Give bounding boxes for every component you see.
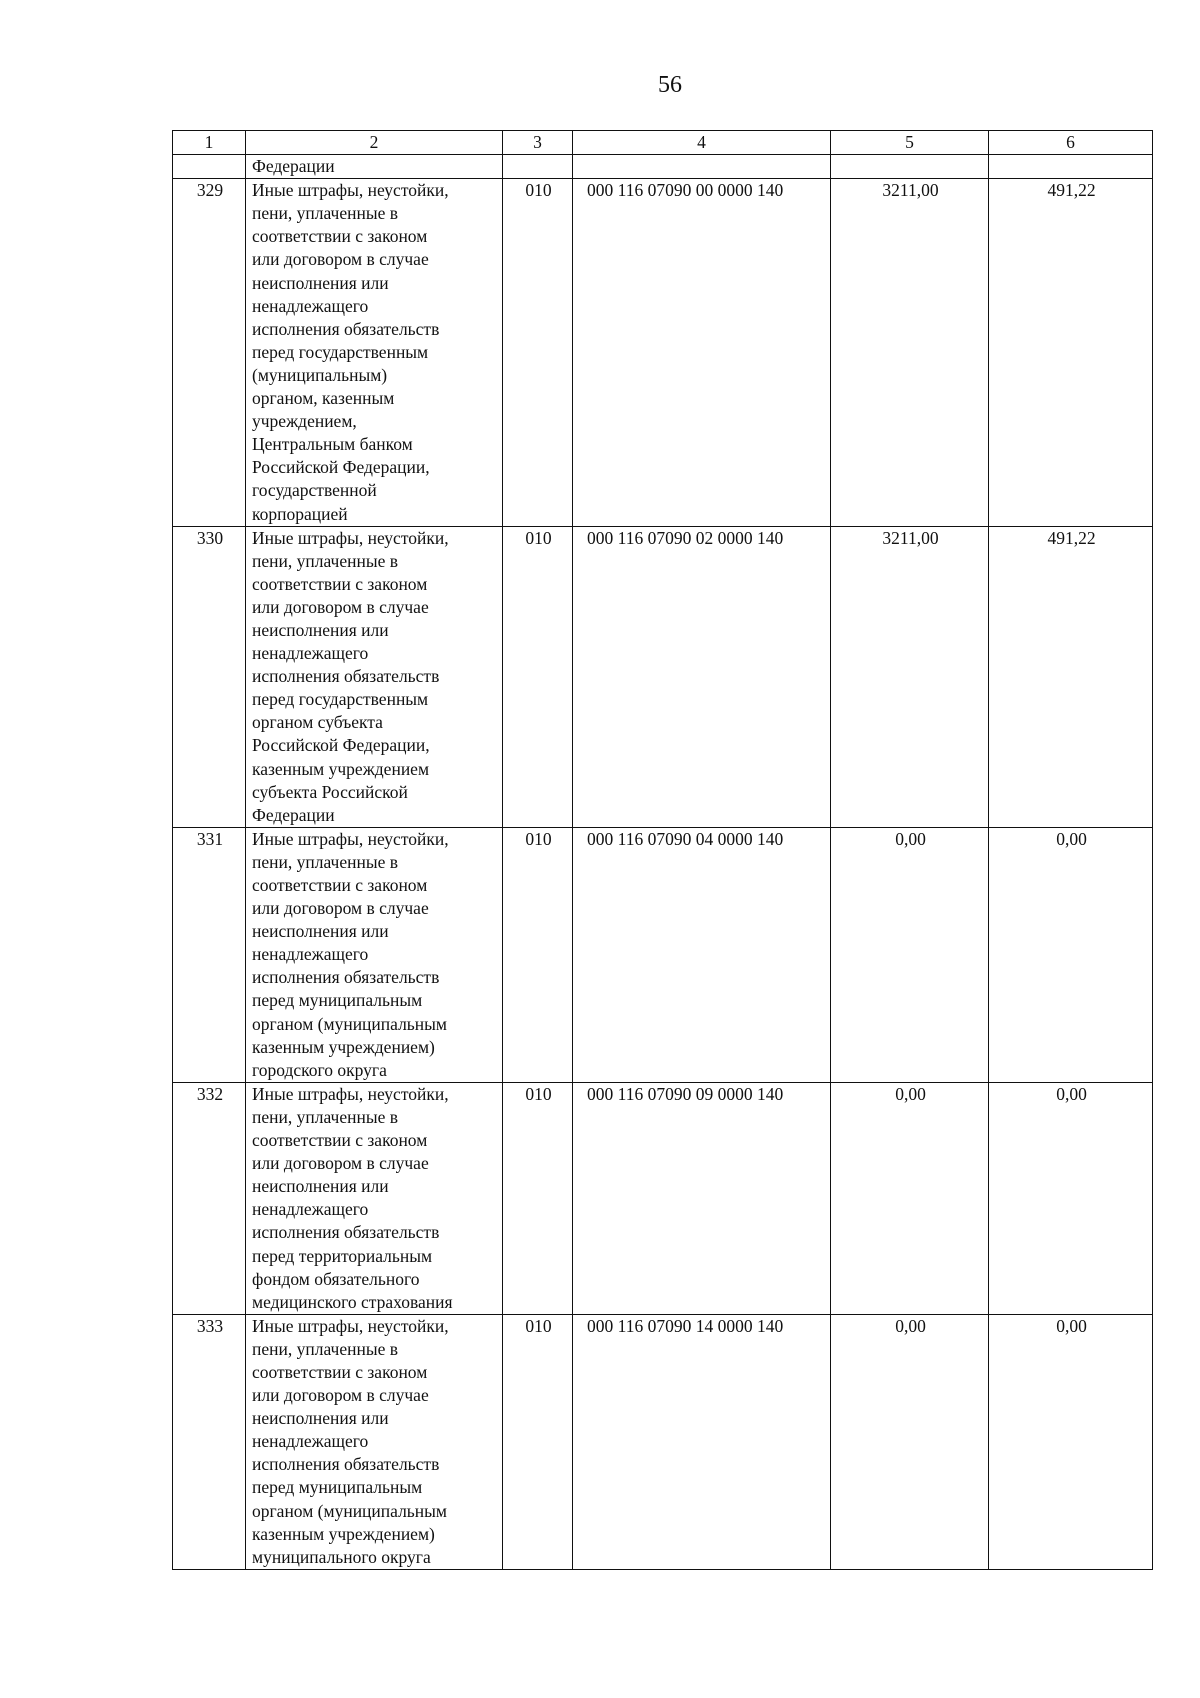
- description-line: Российской Федерации,: [252, 457, 430, 478]
- description-line: соответствии с законом: [252, 875, 428, 895]
- table-header-row: [173, 131, 1153, 155]
- code-cell: 000 116 07090 09 0000 140: [573, 1082, 831, 1314]
- description-line: корпорацией: [252, 503, 348, 524]
- description-line: соответствии с законом: [252, 1130, 428, 1151]
- table-body: [173, 131, 1153, 1570]
- column-5-cell: 0,00: [831, 827, 989, 1082]
- description-line: исполнения обязательств: [252, 1222, 440, 1243]
- description-line: исполнения обязательств: [252, 666, 440, 687]
- description-line: органом (муниципальным: [252, 1013, 447, 1034]
- description-line: городского округа: [252, 1059, 387, 1080]
- column-3-cell: 010: [503, 179, 573, 526]
- description-line: неисполнения или: [252, 1176, 389, 1197]
- row-number-cell: [173, 155, 246, 179]
- table-row: [173, 179, 1153, 526]
- description-line: исполнения обязательств: [252, 967, 440, 988]
- row-number-cell: 332: [173, 1082, 246, 1314]
- description-line: органом субъекта: [252, 712, 383, 733]
- row-number-cell: 330: [173, 526, 246, 827]
- table-row: [173, 1314, 1153, 1569]
- code-cell: 000 116 07090 04 0000 140: [573, 827, 831, 1082]
- description-line: ненадлежащего: [252, 643, 369, 664]
- header-cell-6: 6: [989, 131, 1153, 155]
- description-line: органом, казенным: [252, 388, 395, 409]
- description-line: соответствии с законом: [252, 573, 428, 594]
- description-line: Центральным банком: [252, 434, 413, 455]
- column-6-cell: [989, 155, 1153, 179]
- table-row: [173, 1082, 1153, 1314]
- description-line: Иные штрафы, неустойки,: [252, 828, 449, 849]
- column-5-cell: 0,00: [831, 1082, 989, 1314]
- description-line: неисполнения или: [252, 619, 389, 640]
- description-line: перед муниципальным: [252, 1477, 423, 1498]
- description-line: пени, уплаченные в: [252, 203, 398, 224]
- description-line: ненадлежащего: [252, 295, 369, 316]
- row-number-cell: 333: [173, 1314, 246, 1569]
- description-line: перед государственным: [252, 689, 429, 710]
- description-line: неисполнения или: [252, 921, 389, 942]
- column-6-cell: 0,00: [989, 827, 1153, 1082]
- column-3-cell: 010: [503, 1082, 573, 1314]
- header-cell-2: 2: [246, 131, 503, 155]
- description-line: перед территориальным: [252, 1245, 433, 1266]
- column-3-cell: 010: [503, 1314, 573, 1569]
- column-5-cell: [831, 155, 989, 179]
- description-line: казенным учреждением: [252, 758, 430, 779]
- continuation-row: [173, 155, 1153, 179]
- description-line: ненадлежащего: [252, 944, 369, 965]
- description-line: соответствии с законом: [252, 1361, 428, 1382]
- description-line: или договором в случае: [252, 249, 429, 270]
- row-number-cell: 329: [173, 179, 246, 526]
- description-line: медицинского страхования: [252, 1291, 453, 1312]
- description-line: или договором в случае: [252, 1385, 429, 1406]
- description-line: исполнения обязательств: [252, 318, 440, 339]
- description-line: пени, уплаченные в: [252, 1338, 398, 1359]
- description-line: неисполнения или: [252, 1408, 389, 1429]
- description-line: Иные штрафы, неустойки,: [252, 1315, 449, 1336]
- description-line: муниципального округа: [252, 1546, 431, 1567]
- description-line: перед муниципальным: [252, 990, 423, 1011]
- description-line: или договором в случае: [252, 898, 429, 919]
- description-line: или договором в случае: [252, 596, 429, 617]
- description-line: соответствии с законом: [252, 226, 428, 247]
- description-cell: [246, 526, 503, 827]
- description-cell: [246, 1082, 503, 1314]
- page-number: 56: [658, 72, 682, 98]
- revenue-table: [172, 130, 1153, 1570]
- column-5-cell: 3211,00: [831, 526, 989, 827]
- description-line: органом (муниципальным: [252, 1500, 447, 1521]
- row-number-cell: 331: [173, 827, 246, 1082]
- column-3-cell: 010: [503, 526, 573, 827]
- header-cell-5: 5: [831, 131, 989, 155]
- column-5-cell: 3211,00: [831, 179, 989, 526]
- description-line: Иные штрафы, неустойки,: [252, 1083, 449, 1104]
- description-line: Иные штрафы, неустойки,: [252, 527, 449, 548]
- code-cell: [573, 155, 831, 179]
- description-line: Российской Федерации,: [252, 735, 430, 756]
- table-row: [173, 526, 1153, 827]
- description-line: пени, уплаченные в: [252, 851, 398, 872]
- column-6-cell: 0,00: [989, 1314, 1153, 1569]
- description-line: (муниципальным): [252, 364, 388, 385]
- description-line: исполнения обязательств: [252, 1454, 440, 1475]
- description-line: ненадлежащего: [252, 1431, 369, 1452]
- description-cell: [246, 155, 503, 179]
- description-cell: [246, 827, 503, 1082]
- description-line: пени, уплаченные в: [252, 550, 398, 571]
- header-cell-1: 1: [173, 131, 246, 155]
- description-line: государственной: [252, 480, 377, 501]
- description-line: Федерации: [252, 804, 335, 825]
- description-line: учреждением,: [252, 411, 357, 432]
- description-line: Федерации: [252, 156, 335, 177]
- description-line: Иные штрафы, неустойки,: [252, 180, 449, 201]
- description-line: неисполнения или: [252, 272, 389, 293]
- column-6-cell: 491,22: [989, 526, 1153, 827]
- description-line: перед государственным: [252, 341, 429, 362]
- column-5-cell: 0,00: [831, 1314, 989, 1569]
- code-cell: 000 116 07090 00 0000 140: [573, 179, 831, 526]
- code-cell: 000 116 07090 14 0000 140: [573, 1314, 831, 1569]
- column-6-cell: 0,00: [989, 1082, 1153, 1314]
- table-row: [173, 827, 1153, 1082]
- description-line: казенным учреждением): [252, 1523, 435, 1544]
- description-line: казенным учреждением): [252, 1036, 435, 1057]
- description-line: субъекта Российской: [252, 781, 408, 802]
- description-line: или договором в случае: [252, 1153, 429, 1174]
- column-6-cell: 491,22: [989, 179, 1153, 526]
- column-3-cell: 010: [503, 827, 573, 1082]
- description-cell: [246, 179, 503, 526]
- description-line: пени, уплаченные в: [252, 1106, 398, 1127]
- code-cell: 000 116 07090 02 0000 140: [573, 526, 831, 827]
- header-cell-4: 4: [573, 131, 831, 155]
- description-cell: [246, 1314, 503, 1569]
- description-line: фондом обязательного: [252, 1268, 420, 1289]
- header-cell-3: 3: [503, 131, 573, 155]
- column-3-cell: [503, 155, 573, 179]
- description-line: ненадлежащего: [252, 1199, 369, 1220]
